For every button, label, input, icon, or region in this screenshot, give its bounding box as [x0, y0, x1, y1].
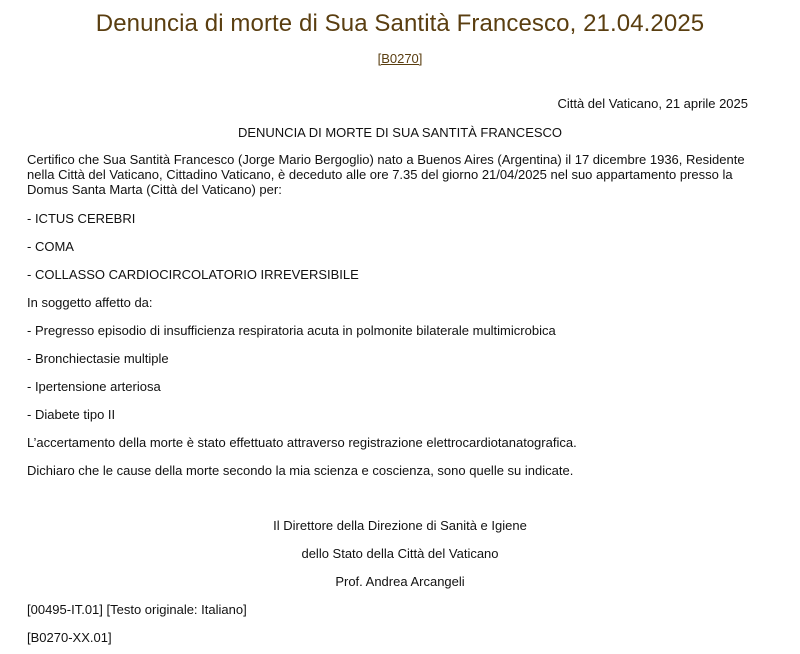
- condition-item: - Diabete tipo II: [27, 407, 116, 422]
- page-title: Denuncia di morte di Sua Santità Francesco, 21.04.2025: [95, 10, 705, 37]
- document-heading: DENUNCIA DI MORTE DI SUA SANTITÀ FRANCESCO: [237, 125, 563, 140]
- reference-link-container: [0, 50, 800, 68]
- signature-organization: dello Stato della Città del Vaticano: [301, 546, 499, 561]
- condition-item: - Ipertensione arteriosa: [27, 379, 161, 394]
- cause-item: - COLLASSO CARDIOCIRCOLATORIO IRREVERSIBILE: [27, 267, 359, 282]
- signature-name: Prof. Andrea Arcangeli: [335, 574, 465, 589]
- intro-paragraph: Certifico che Sua Santità Francesco (Jorge Mario Bergoglio) nato a Buenos Aires (Argentina) il 17 dicembre 1936, Residente nella Città del Vaticano, Cittadino Vaticano, è deceduto alle ore 7.35 del giorno 21/04/2025 nel suo appartamento presso la Domus Santa Marta (Città del Vaticano) per:: [27, 152, 745, 197]
- verification-statement: L’accertamento della morte è stato effettuato attraverso registrazione elettrocardiotanatografica.: [27, 435, 577, 450]
- condition-item: - Bronchiectasie multiple: [27, 351, 169, 366]
- declaration-statement: Dichiaro che le cause della morte secondo la mia scienza e coscienza, sono quelle su indicate.: [27, 463, 574, 478]
- reference-link[interactable]: [B0270]: [377, 51, 423, 66]
- footer-reference: [00495-IT.01] [Testo originale: Italiano]: [27, 602, 247, 617]
- condition-item: - Pregresso episodio di insufficienza respiratoria acuta in polmonite bilaterale multimicrobica: [27, 323, 556, 338]
- signature-title: Il Direttore della Direzione di Sanità e Igiene: [273, 518, 527, 533]
- date-line: Città del Vaticano, 21 aprile 2025: [557, 96, 748, 111]
- footer-code: [B0270-XX.01]: [27, 630, 112, 645]
- cause-item: - ICTUS CEREBRI: [27, 211, 136, 226]
- cause-item: - COMA: [27, 239, 74, 254]
- condition-intro: In soggetto affetto da:: [27, 295, 153, 310]
